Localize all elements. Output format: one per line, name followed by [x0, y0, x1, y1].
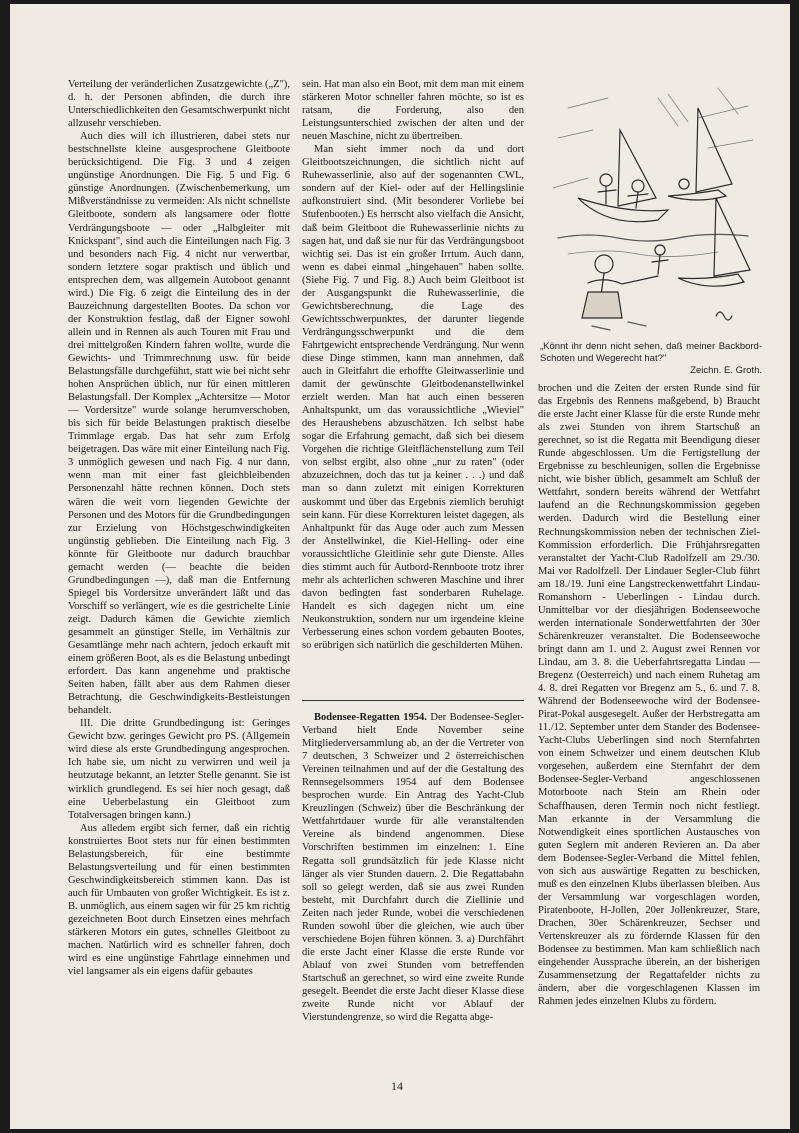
paragraph: Auch dies will ich illustrieren, dabei stets nur bestschnellste kleine ausgesprochene Gleitboote berücksichtigend. Die Fig. 3 und 4 zeigen ungünstige Anordnungen. Die Fig. 5 und Fig. 6 günstige Anordnungen. (Zwischenbemerkung, um Mißverständnisse zu vermeiden: Als nicht schnellste Gleitboote, sondern als langsamere oder flotte Verdrängungsboote — oder „Halbgleiter mit Knickspant", sind auch die Einteilungen nach Fig. 3 und besonders nach Fig. 4 nicht nur verwertbar, sondern letztere sogar praktisch und üblich und entsprechen dem, was allgemein Autoboot genannt wird.) Die Fig. 6 zeigt die Einteilung des in der Bauzeichnung dargestellten Bootes. Da schon vor der Konstruktion festlag, daß der Eigner sowohl allein und in Rennen als auch Touren mit Frau und drei mittelgroßen Kindern fahren wollte, wurde die Gewichts- und Trimmrechnung usw. für beide Belastungsfälle durchgeführt, statt wie bei nicht sehr hohen Ansprüchen üblich, nur für einen mittleren Belastungsfall. Der Komplex „Achtersitze — Motor — Vordersitze" wurde solange herumverschoben, bis sich für beide Belastungen praktisch dieselbe Trimmlage ergab. Das hat sehr zum Erfolg beigetragen. Das wäre mit einer Einteilung nach Fig. 3 unmöglich gewesen und nach Fig. 4 nur dann, wenn man mit einer fast gleichbleibenden Personenzahl hätte rechnen können. Doch stets wären die weit vorn liegenden Gewichte der Personen und des Motors für die Grundbedingungen zur Erzielung von Höchstgeschwindigkeiten ungünstig geblieben. Die Einteilung nach Fig. 3 könnte für Gleitboote nur dadurch brauchbar gemacht werden (— beachte die beiden Grundbedingungen —), daß man die Entfernung Spiegel bis Vordersitze unverändert läßt und das Vorschiff so verlängert, wie es die gestrichelte Linie zeigt. Dadurch kämen die Gewichte ziemlich gesammelt an günstiger Stelle, im Verhältnis zur Gesamtlänge mehr nach achtern, jedoch erkauft mit einem größeren Boot, als es die Belastung unbedingt erfordert. Das kann angenehme und praktische Seiten haben, fällt aber aus dem Rahmen dieser Betrachtung, die Geschwindigkeits-Bestleistungen behandelt. [68, 131, 290, 717]
paragraph: sein. Hat man also ein Boot, mit dem man mit einem stärkeren Motor schneller fahren möchte, so ist es ratsam, die Forderung, also den Leistungsunterschied zwischen der alten und der neuen Maschine, nicht zu übertreiben. [302, 79, 524, 143]
figure-caption [540, 341, 762, 377]
caption-credit: Zeichn. E. Groth. [690, 365, 762, 376]
regatta-heading: Bodensee-Regatten 1954. [314, 712, 427, 723]
page-number: 14 [391, 1079, 403, 1093]
paragraph: Verteilung der veränderlichen Zusatzgewichte („Z"), d. h. der Personen abfinden, die durch ihre Unterschiedlichkeiten den Gesamtschwerpunkt nicht allzusehr verschieben. [68, 79, 290, 130]
sailing-cartoon-illustration [548, 78, 756, 336]
text-column-right [538, 382, 760, 1008]
regatta-text: Der Bodensee-Segler-Verband hielt Ende November seine Mitgliederversammlung ab, an der die Vertreter von 7 deutschen, 3 Schweizer und 2 österreichischen Vereinen teilnahmen und auf der die Gestaltung des Rennsegelsommers 1954 auf dem Bodensee besprochen wurde. Ein Antrag des Yacht-Club Kreuzlingen (Schweiz) über die Beschränkung der Wettfahrtdauer wurde für alle veranstaltenden Vereine als bindend angenommen. Diese Vorschriften bestimmen im einzelnen: 1. Eine Regatta soll grundsätzlich für jede Klasse nicht länger als vier Stunden dauern. 2. Die Regattabahn soll so gelegt werden, daß sie aus zwei Runden besteht, mit Durchfahrt durch die Ziellinie und Zeiten nach jeder Runde, wobei die verschiedenen Runden sowohl über die gleichen, wie auch über verschiedene Bojen führen können. 3. a) Durchfährt die erste Jacht einer Klasse die erste Runde vor Ablauf von zwei Stunden vom betreffenden Startschuß an gerechnet, so wird eine zweite Runde gesegelt. Beendet die erste Jacht dieser Klasse diese zweite Runde nicht vor Ablauf der Vierstundengrenze, so wird die Regatta abge- [302, 712, 525, 1024]
paragraph: Man sieht immer noch da und dort Gleitbootszeichnungen, die sichtlich nicht auf Ruhewasserlinie, also auf der sogenannten CWL, sondern auf der Kiel- oder auf der Hellingslinie aufkonstruiert sind. (Mit besonderer Vorliebe bei Stufenbooten.) Es herrscht also vielfach die Ansicht, daß beim Gleitboot die Ruhewasserlinie nichts zu sagen hat, und daß sie nur für das Verdrängungsboot wichtig sei. Das ist ein großer Irrtum. Auch dann, wenn es dabei einmal „hingehauen" haben sollte. (Siehe Fig. 7 und Fig. 8.) Auch beim Gleitboot ist der Ausgangspunkt die Ruhewasserlinie, die Gewichtsberechnung, die Lage des Gewichtsschwerpunktes, der darunter liegende Verdrängungsschwerpunkt und die dem Fahrtgewicht entsprechende Verdrängung. Nur wenn diese Dinge stimmen, kann man annehmen, daß auch in Gleitfahrt die erhoffte Gleitwasserlinie und damit der gewünschte Gleitbodenanstellwinkel erzielt werden. Man hat auch einen besseren Anhaltspunkt, um das voraussichtliche „Wieviel" des Heraushebens abzuschätzen. Ich selbst habe sogar die Erfahrung gemacht, daß sich bei diesem Vorgehen die richtige Gleitflächenstellung zum Teil von selbst ergibt, also ohne „nur zu raten" (oder abzuzeichnen, doch das tut ja keiner . . .) und daß man so dann zuletzt mit einigen Korrekturen auskommt und über das Ergebnis ziemlich beruhigt sein kann. Für diese Korrekturen leistet dagegen, als Anhaltpunkt für das Auge oder auch zum Messen der Anstellwinkel, die Kiel-Helling- oder eine voraussichtliche Gleitlinie sehr gute Dienste. Alles dies stimmt auch für Autbord-Rennboote trotz ihrer mehr als achterlichen schweren Maschine und ihrer davon bedingten fast sonderbaren Ruhelage. Handelt es sich dagegen nicht um eine Neukonstruktion, sondern nur um irgendeine kleine Verbesserung eines schon vordem gebauten Bootes, so erübrigen sich natürlich die geschilderten Mühen. [302, 144, 524, 652]
caption-quote: „Könnt ihr denn nicht sehen, daß meiner Backbord-Schoten und Wegerecht hat?" [540, 341, 762, 364]
text-column-middle [302, 78, 524, 695]
regatta-article [302, 711, 524, 1077]
paragraph: brochen und die Zeiten der ersten Runde sind für das Ergebnis des Rennens maßgebend, b) Braucht die erste Jacht einer Klasse für die erste Runde mehr als zwei Stunden von ihrem Startschuß an gerechnet, so ist die Regatta mit Beendigung dieser Runde abgeschlossen. Um die Fertigstellung der Ergebnisse zu beschleunigen, sollen die Ergebnisse nicht, wie bisher üblich, gesammelt am Schluß der Wettfahrt, sondern bereits während der Wettfahrt laufend an die Rechnungskommission gegeben werden. Dadurch wird die Bestellung einer Rechnungskommission neben der technischen Ziel-Kommission erforderlich. Die Frühjahrsregatten veranstaltet der Yacht-Club Radolfzell am 29./30. Mai vor Radolfzell. Der Lindauer Segler-Club führt am 18./19. Juni eine Langstreckenwettfahrt Lindau-Romanshorn - Ueberlingen - Lindau durch. Unmittelbar vor der diesjährigen Bodenseewoche werden internationale Sonderwettfahrten der 30er Schärenkreuzer veranstaltet. Die Bodenseewoche bringt dann am 1. und 2. August zwei Rennen vor Lindau, am 3. 8. die Ueberfahrtsregatta Lindau — Bregenz (Oesterreich) und nach einem Ruhetag am 4. 8. drei Regatten vor Bregenz am 5., 6. und 7. 8. Während der Bodenseewoche wird der Bodensee-Pirat-Pokal ausgesegelt. Außer der Herbstregatta am 11./12. September unter dem Stander des Bodensee-Yacht-Clubs Ueberlingen sind noch Sternfahrten von einem Schweizer und einem deutschen Klub vorgesehen, außerdem eine Sternfahrt der dem Bodensee-Segler-Verband angeschlossenen Motorboote nach Stein am Rhein oder Schaffhausen, deren Termin noch nicht festliegt. Man erkannte in der Versammlung die Notwendigkeit eines sportlichen Austausches von guten Seglern mit anderen Revieren an. Da aber dem Bodensee-Segler-Verband die Mittel fehlen, von sich aus auswärtige Regatten zu beschicken, muß es den einzelnen Klubs überlassen bleiben. Aus der Versammlung war vorgeschlagen worden, Piratenboote, H-Jollen, 20er Jollenkreuzer, Stare, Drachen, 30er Schärenkreuzer, Sechser und Vertenskreuzer als zu fördernde Klassen für den Bodensee zu bestimmen. Man kam schließlich nach eingehender Aussprache überein, an der bisherigen Zusammensetzung der Regattafelder nichts zu ändern, aber die vorgeschlagenen Klassen im Rahmen jedes einzelnen Klubs zu fördern. [538, 383, 760, 1008]
regatta-paragraph [302, 711, 524, 1024]
text-column-left [68, 78, 290, 1073]
paragraph: III. Die dritte Grundbedingung ist: Geringes Gewicht bzw. geringes Gewicht pro PS. (Allgemein wird diese als erste Grundbedingung angesprochen. Ich habe sie, um nicht zu verwirren und weil ja heutzutage bekannt, an letzter Stelle genannt. Sie ist wirklich grundlegend. Es sei hier noch gesagt, daß eine Ueberbelastung ein Gleitboot zum Totalversagen bringen kann.) [68, 718, 290, 821]
cartoon-drawing [548, 78, 756, 336]
paragraph: Aus alledem ergibt sich ferner, daß ein richtig konstruiertes Boot stets nur für einen bestimmten Belastungsbereich, für eine bestimmte Belastungsverteilung und für einen bestimmten Geschwindigkeitsbereich stimmen kann. Das ist auch für Umbauten von großer Wichtigkeit. Es ist z. B. unmöglich, aus einem sagen wir für 25 km richtig gezeichneten Boot durch Einsetzen eines mehrfach stärkeren Motors ein gutes, schnelles Gleitboot zu machen. Natürlich wird es schneller fahren, doch wird es eine ungünstige Fahrtlage einnehmen und viel langsamer als ein eigens dafür gebautes [68, 822, 290, 978]
section-divider [302, 700, 524, 701]
